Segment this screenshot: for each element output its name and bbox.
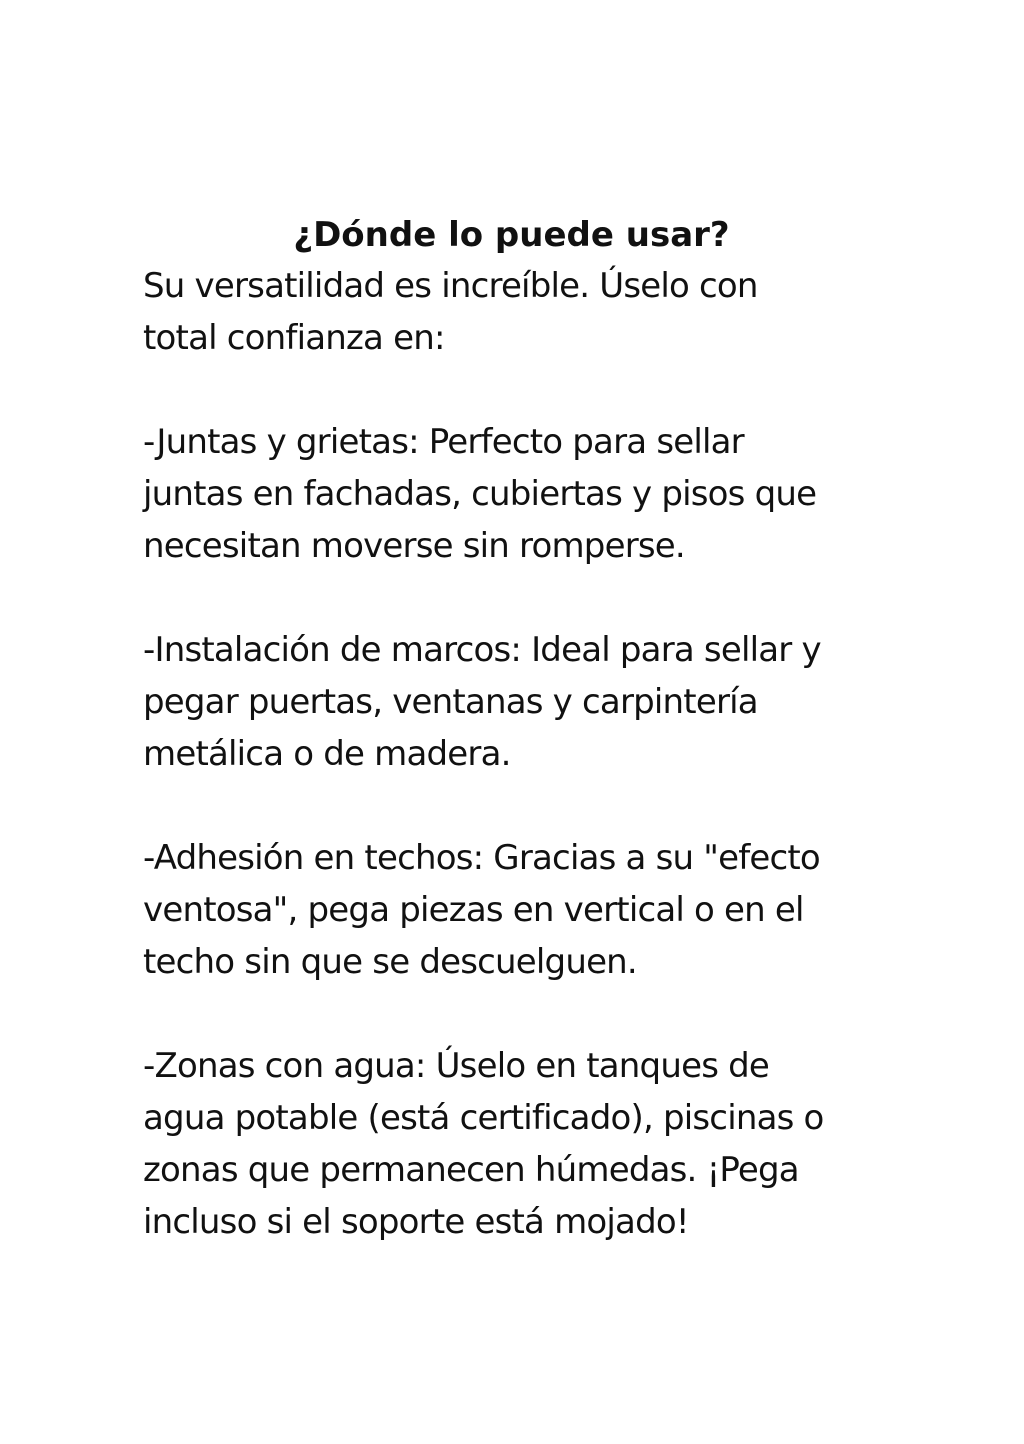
intro-line-1: Su versatilidad es increíble. Úselo con: [143, 266, 758, 306]
section-line: -Adhesión en techos: Gracias a su "efecto: [143, 838, 820, 878]
section-line: juntas en fachadas, cubiertas y pisos que: [143, 474, 817, 514]
section-line: -Zonas con agua: Úselo en tanques de: [143, 1046, 770, 1086]
section-line: metálica o de madera.: [143, 734, 511, 774]
section-juntas-grietas: [143, 416, 903, 572]
section-line: incluso si el soporte está mojado!: [143, 1202, 689, 1242]
section-line: agua potable (está certificado), piscinas o: [143, 1098, 824, 1138]
paragraph-spacer: [143, 988, 903, 1040]
section-line: -Juntas y grietas: Perfecto para sellar: [143, 422, 744, 462]
section-line: zonas que permanecen húmedas. ¡Pega: [143, 1150, 799, 1190]
section-adhesion-techos: [143, 832, 903, 988]
section-line: techo sin que se descuelguen.: [143, 942, 637, 982]
paragraph-spacer: [143, 364, 903, 416]
section-line: pegar puertas, ventanas y carpintería: [143, 682, 758, 722]
paragraph-spacer: [143, 572, 903, 624]
document-body: [143, 210, 903, 1248]
section-line: ventosa", pega piezas en vertical o en el: [143, 890, 804, 930]
section-instalacion-marcos: [143, 624, 903, 780]
section-line: necesitan moverse sin romperse.: [143, 526, 685, 566]
section-zonas-agua: [143, 1040, 903, 1248]
paragraph-spacer: [143, 780, 903, 832]
section-line: -Instalación de marcos: Ideal para sellar y: [143, 630, 821, 670]
document-title: ¿Dónde lo puede usar?: [293, 215, 730, 255]
intro-line-2: total confianza en:: [143, 318, 445, 358]
